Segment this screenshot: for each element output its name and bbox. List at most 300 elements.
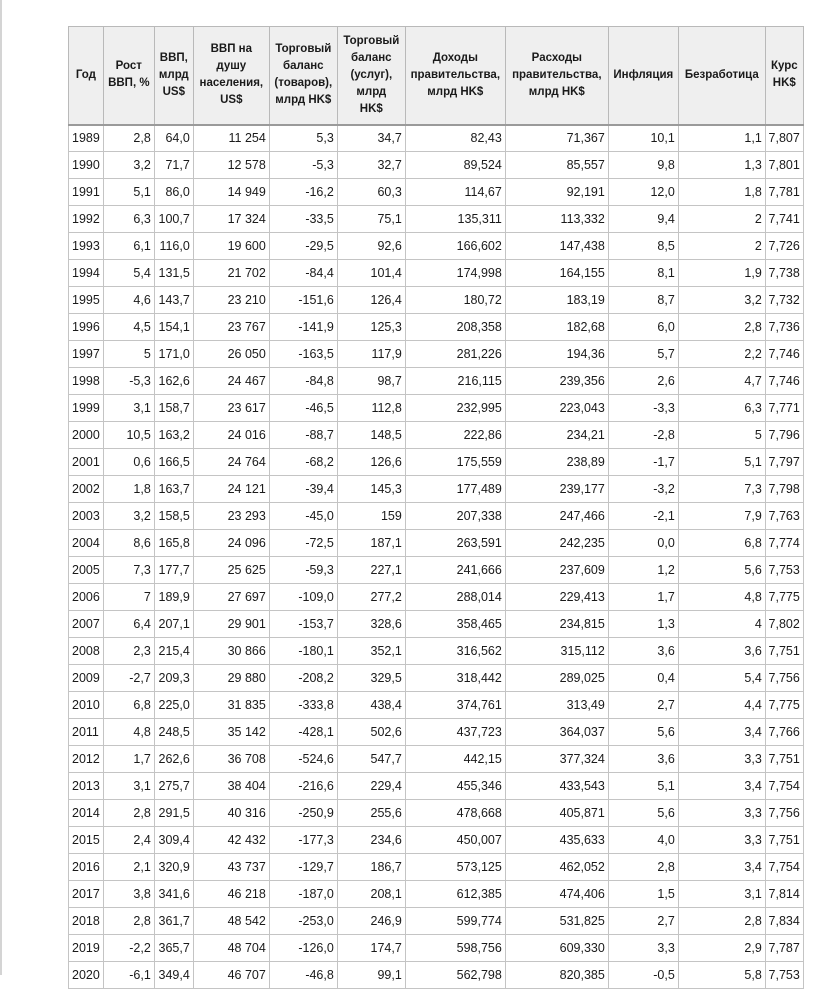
value-cell: 2,7 bbox=[608, 908, 678, 935]
value-cell: 147,438 bbox=[505, 233, 608, 260]
value-cell: 374,761 bbox=[405, 692, 505, 719]
year-cell: 2020 bbox=[69, 962, 104, 989]
value-cell: 5,3 bbox=[269, 125, 337, 152]
value-cell: 32,7 bbox=[337, 152, 405, 179]
value-cell: 1,8 bbox=[103, 476, 154, 503]
value-cell: 100,7 bbox=[154, 206, 193, 233]
value-cell: 162,6 bbox=[154, 368, 193, 395]
column-header: Инфляция bbox=[608, 27, 678, 125]
table-row bbox=[69, 692, 804, 719]
value-cell: 23 767 bbox=[193, 314, 269, 341]
year-cell: 1996 bbox=[69, 314, 104, 341]
value-cell: 7,738 bbox=[765, 260, 803, 287]
table-row bbox=[69, 746, 804, 773]
value-cell: 288,014 bbox=[405, 584, 505, 611]
year-cell: 2015 bbox=[69, 827, 104, 854]
year-cell: 1999 bbox=[69, 395, 104, 422]
value-cell: 7 bbox=[103, 584, 154, 611]
value-cell: 7,775 bbox=[765, 692, 803, 719]
value-cell: 143,7 bbox=[154, 287, 193, 314]
value-cell: 98,7 bbox=[337, 368, 405, 395]
value-cell: 3,1 bbox=[678, 881, 765, 908]
value-cell: -72,5 bbox=[269, 530, 337, 557]
value-cell: 358,465 bbox=[405, 611, 505, 638]
table-row bbox=[69, 476, 804, 503]
value-cell: -208,2 bbox=[269, 665, 337, 692]
value-cell: 164,155 bbox=[505, 260, 608, 287]
table-row bbox=[69, 395, 804, 422]
year-cell: 2010 bbox=[69, 692, 104, 719]
value-cell: 99,1 bbox=[337, 962, 405, 989]
value-cell: 12,0 bbox=[608, 179, 678, 206]
value-cell: 2 bbox=[678, 206, 765, 233]
value-cell: 3,2 bbox=[103, 152, 154, 179]
value-cell: 3,2 bbox=[678, 287, 765, 314]
table-row bbox=[69, 368, 804, 395]
value-cell: 8,7 bbox=[608, 287, 678, 314]
value-cell: 1,8 bbox=[678, 179, 765, 206]
value-cell: -5,3 bbox=[103, 368, 154, 395]
value-cell: -180,1 bbox=[269, 638, 337, 665]
value-cell: 229,413 bbox=[505, 584, 608, 611]
value-cell: 7,9 bbox=[678, 503, 765, 530]
value-cell: 241,666 bbox=[405, 557, 505, 584]
value-cell: 159 bbox=[337, 503, 405, 530]
year-cell: 2017 bbox=[69, 881, 104, 908]
value-cell: 24 764 bbox=[193, 449, 269, 476]
value-cell: 148,5 bbox=[337, 422, 405, 449]
value-cell: -68,2 bbox=[269, 449, 337, 476]
value-cell: 38 404 bbox=[193, 773, 269, 800]
column-header: Год bbox=[69, 27, 104, 125]
value-cell: 281,226 bbox=[405, 341, 505, 368]
year-cell: 2009 bbox=[69, 665, 104, 692]
value-cell: 29 880 bbox=[193, 665, 269, 692]
value-cell: 234,815 bbox=[505, 611, 608, 638]
table-row bbox=[69, 341, 804, 368]
value-cell: 85,557 bbox=[505, 152, 608, 179]
year-cell: 2019 bbox=[69, 935, 104, 962]
value-cell: 238,89 bbox=[505, 449, 608, 476]
table-row bbox=[69, 152, 804, 179]
year-cell: 2006 bbox=[69, 584, 104, 611]
year-cell: 1991 bbox=[69, 179, 104, 206]
value-cell: 175,559 bbox=[405, 449, 505, 476]
column-header: Расходы правительства, млрд HK$ bbox=[505, 27, 608, 125]
value-cell: -2,7 bbox=[103, 665, 154, 692]
value-cell: 5,1 bbox=[678, 449, 765, 476]
value-cell: 7,797 bbox=[765, 449, 803, 476]
value-cell: 3,6 bbox=[608, 638, 678, 665]
value-cell: 165,8 bbox=[154, 530, 193, 557]
value-cell: 573,125 bbox=[405, 854, 505, 881]
value-cell: 5,1 bbox=[103, 179, 154, 206]
value-cell: 3,4 bbox=[678, 854, 765, 881]
value-cell: 10,5 bbox=[103, 422, 154, 449]
value-cell: 24 016 bbox=[193, 422, 269, 449]
value-cell: 364,037 bbox=[505, 719, 608, 746]
value-cell: 114,67 bbox=[405, 179, 505, 206]
column-header: Торговый баланс (товаров), млрд HK$ bbox=[269, 27, 337, 125]
value-cell: 12 578 bbox=[193, 152, 269, 179]
value-cell: 2,8 bbox=[103, 800, 154, 827]
value-cell: 313,49 bbox=[505, 692, 608, 719]
value-cell: -3,3 bbox=[608, 395, 678, 422]
value-cell: 5,7 bbox=[608, 341, 678, 368]
value-cell: 7,751 bbox=[765, 746, 803, 773]
value-cell: 1,7 bbox=[608, 584, 678, 611]
year-cell: 2008 bbox=[69, 638, 104, 665]
year-cell: 1998 bbox=[69, 368, 104, 395]
value-cell: 4,7 bbox=[678, 368, 765, 395]
value-cell: 349,4 bbox=[154, 962, 193, 989]
value-cell: 180,72 bbox=[405, 287, 505, 314]
value-cell: 24 096 bbox=[193, 530, 269, 557]
value-cell: 2,6 bbox=[608, 368, 678, 395]
year-cell: 1993 bbox=[69, 233, 104, 260]
table-row bbox=[69, 530, 804, 557]
value-cell: 1,7 bbox=[103, 746, 154, 773]
value-cell: 7,3 bbox=[103, 557, 154, 584]
value-cell: 0,0 bbox=[608, 530, 678, 557]
value-cell: 502,6 bbox=[337, 719, 405, 746]
value-cell: 2,3 bbox=[103, 638, 154, 665]
table-row bbox=[69, 449, 804, 476]
value-cell: 24 121 bbox=[193, 476, 269, 503]
value-cell: 291,5 bbox=[154, 800, 193, 827]
value-cell: 7,726 bbox=[765, 233, 803, 260]
value-cell: 820,385 bbox=[505, 962, 608, 989]
value-cell: 7,754 bbox=[765, 773, 803, 800]
value-cell: 598,756 bbox=[405, 935, 505, 962]
value-cell: -46,5 bbox=[269, 395, 337, 422]
value-cell: 48 704 bbox=[193, 935, 269, 962]
value-cell: 2,8 bbox=[103, 125, 154, 152]
value-cell: -141,9 bbox=[269, 314, 337, 341]
value-cell: 3,6 bbox=[678, 638, 765, 665]
value-cell: 438,4 bbox=[337, 692, 405, 719]
value-cell: -5,3 bbox=[269, 152, 337, 179]
value-cell: 4,8 bbox=[103, 719, 154, 746]
value-cell: 225,0 bbox=[154, 692, 193, 719]
value-cell: 5,4 bbox=[678, 665, 765, 692]
value-cell: 182,68 bbox=[505, 314, 608, 341]
table-row bbox=[69, 611, 804, 638]
value-cell: -46,8 bbox=[269, 962, 337, 989]
value-cell: 158,7 bbox=[154, 395, 193, 422]
value-cell: 7,787 bbox=[765, 935, 803, 962]
value-cell: 131,5 bbox=[154, 260, 193, 287]
value-cell: 612,385 bbox=[405, 881, 505, 908]
value-cell: 318,442 bbox=[405, 665, 505, 692]
value-cell: 1,1 bbox=[678, 125, 765, 152]
value-cell: 215,4 bbox=[154, 638, 193, 665]
year-cell: 2002 bbox=[69, 476, 104, 503]
value-cell: 116,0 bbox=[154, 233, 193, 260]
value-cell: 352,1 bbox=[337, 638, 405, 665]
value-cell: 174,7 bbox=[337, 935, 405, 962]
value-cell: 46 707 bbox=[193, 962, 269, 989]
value-cell: 239,177 bbox=[505, 476, 608, 503]
value-cell: 29 901 bbox=[193, 611, 269, 638]
value-cell: -177,3 bbox=[269, 827, 337, 854]
value-cell: 2,4 bbox=[103, 827, 154, 854]
value-cell: 223,043 bbox=[505, 395, 608, 422]
value-cell: 194,36 bbox=[505, 341, 608, 368]
value-cell: -253,0 bbox=[269, 908, 337, 935]
value-cell: 4,5 bbox=[103, 314, 154, 341]
column-header: Курс HK$ bbox=[765, 27, 803, 125]
value-cell: 166,602 bbox=[405, 233, 505, 260]
value-cell: 8,1 bbox=[608, 260, 678, 287]
value-cell: 5,6 bbox=[608, 719, 678, 746]
value-cell: 7,751 bbox=[765, 638, 803, 665]
year-cell: 1997 bbox=[69, 341, 104, 368]
value-cell: 2,8 bbox=[678, 314, 765, 341]
year-cell: 1995 bbox=[69, 287, 104, 314]
value-cell: 189,9 bbox=[154, 584, 193, 611]
value-cell: 126,4 bbox=[337, 287, 405, 314]
table-row bbox=[69, 287, 804, 314]
year-cell: 2013 bbox=[69, 773, 104, 800]
value-cell: 60,3 bbox=[337, 179, 405, 206]
value-cell: 46 218 bbox=[193, 881, 269, 908]
value-cell: 442,15 bbox=[405, 746, 505, 773]
value-cell: 341,6 bbox=[154, 881, 193, 908]
value-cell: 4,6 bbox=[103, 287, 154, 314]
value-cell: 7,736 bbox=[765, 314, 803, 341]
value-cell: 3,3 bbox=[678, 746, 765, 773]
year-cell: 2004 bbox=[69, 530, 104, 557]
value-cell: 229,4 bbox=[337, 773, 405, 800]
value-cell: 7,802 bbox=[765, 611, 803, 638]
value-cell: 242,235 bbox=[505, 530, 608, 557]
column-header: Рост ВВП, % bbox=[103, 27, 154, 125]
value-cell: 455,346 bbox=[405, 773, 505, 800]
value-cell: 562,798 bbox=[405, 962, 505, 989]
value-cell: -250,9 bbox=[269, 800, 337, 827]
column-header: Доходы правительства, млрд HK$ bbox=[405, 27, 505, 125]
table-row bbox=[69, 179, 804, 206]
value-cell: -2,8 bbox=[608, 422, 678, 449]
year-cell: 2014 bbox=[69, 800, 104, 827]
value-cell: 3,4 bbox=[678, 719, 765, 746]
value-cell: 7,763 bbox=[765, 503, 803, 530]
table-row bbox=[69, 422, 804, 449]
value-cell: 92,191 bbox=[505, 179, 608, 206]
value-cell: -333,8 bbox=[269, 692, 337, 719]
value-cell: 23 617 bbox=[193, 395, 269, 422]
value-cell: 42 432 bbox=[193, 827, 269, 854]
value-cell: 289,025 bbox=[505, 665, 608, 692]
value-cell: 5,6 bbox=[608, 800, 678, 827]
value-cell: 262,6 bbox=[154, 746, 193, 773]
value-cell: 263,591 bbox=[405, 530, 505, 557]
value-cell: 1,2 bbox=[608, 557, 678, 584]
value-cell: 10,1 bbox=[608, 125, 678, 152]
value-cell: -524,6 bbox=[269, 746, 337, 773]
value-cell: -163,5 bbox=[269, 341, 337, 368]
value-cell: 23 210 bbox=[193, 287, 269, 314]
value-cell: -428,1 bbox=[269, 719, 337, 746]
value-cell: 609,330 bbox=[505, 935, 608, 962]
value-cell: 71,367 bbox=[505, 125, 608, 152]
value-cell: 3,4 bbox=[678, 773, 765, 800]
value-cell: 158,5 bbox=[154, 503, 193, 530]
value-cell: 7,798 bbox=[765, 476, 803, 503]
value-cell: 248,5 bbox=[154, 719, 193, 746]
column-header: Торговый баланс (услуг), млрд HK$ bbox=[337, 27, 405, 125]
value-cell: 19 600 bbox=[193, 233, 269, 260]
value-cell: 478,668 bbox=[405, 800, 505, 827]
value-cell: 8,5 bbox=[608, 233, 678, 260]
value-cell: 275,7 bbox=[154, 773, 193, 800]
value-cell: 36 708 bbox=[193, 746, 269, 773]
value-cell: 227,1 bbox=[337, 557, 405, 584]
value-cell: 208,1 bbox=[337, 881, 405, 908]
table-row bbox=[69, 908, 804, 935]
value-cell: 125,3 bbox=[337, 314, 405, 341]
value-cell: 0,6 bbox=[103, 449, 154, 476]
value-cell: 216,115 bbox=[405, 368, 505, 395]
value-cell: 71,7 bbox=[154, 152, 193, 179]
value-cell: 145,3 bbox=[337, 476, 405, 503]
year-cell: 2018 bbox=[69, 908, 104, 935]
value-cell: 89,524 bbox=[405, 152, 505, 179]
value-cell: 7,741 bbox=[765, 206, 803, 233]
value-cell: 101,4 bbox=[337, 260, 405, 287]
value-cell: 7,754 bbox=[765, 854, 803, 881]
value-cell: 40 316 bbox=[193, 800, 269, 827]
value-cell: 35 142 bbox=[193, 719, 269, 746]
value-cell: 207,338 bbox=[405, 503, 505, 530]
value-cell: 1,9 bbox=[678, 260, 765, 287]
value-cell: -84,8 bbox=[269, 368, 337, 395]
value-cell: -109,0 bbox=[269, 584, 337, 611]
value-cell: -187,0 bbox=[269, 881, 337, 908]
table-row bbox=[69, 233, 804, 260]
value-cell: 7,732 bbox=[765, 287, 803, 314]
value-cell: -88,7 bbox=[269, 422, 337, 449]
value-cell: 4,8 bbox=[678, 584, 765, 611]
value-cell: 4,0 bbox=[608, 827, 678, 854]
value-cell: -6,1 bbox=[103, 962, 154, 989]
value-cell: 183,19 bbox=[505, 287, 608, 314]
table-row bbox=[69, 773, 804, 800]
year-cell: 2003 bbox=[69, 503, 104, 530]
value-cell: 6,0 bbox=[608, 314, 678, 341]
table-body bbox=[69, 125, 804, 989]
value-cell: 234,6 bbox=[337, 827, 405, 854]
value-cell: 599,774 bbox=[405, 908, 505, 935]
value-cell: 7,756 bbox=[765, 665, 803, 692]
table-row bbox=[69, 935, 804, 962]
value-cell: 17 324 bbox=[193, 206, 269, 233]
value-cell: 7,746 bbox=[765, 368, 803, 395]
value-cell: 187,1 bbox=[337, 530, 405, 557]
value-cell: 7,746 bbox=[765, 341, 803, 368]
value-cell: 177,489 bbox=[405, 476, 505, 503]
value-cell: -0,5 bbox=[608, 962, 678, 989]
value-cell: -126,0 bbox=[269, 935, 337, 962]
value-cell: 186,7 bbox=[337, 854, 405, 881]
value-cell: -3,2 bbox=[608, 476, 678, 503]
value-cell: 2 bbox=[678, 233, 765, 260]
value-cell: -2,2 bbox=[103, 935, 154, 962]
value-cell: 329,5 bbox=[337, 665, 405, 692]
value-cell: 5 bbox=[678, 422, 765, 449]
value-cell: -29,5 bbox=[269, 233, 337, 260]
year-cell: 1994 bbox=[69, 260, 104, 287]
value-cell: 6,8 bbox=[678, 530, 765, 557]
value-cell: 5 bbox=[103, 341, 154, 368]
value-cell: 6,8 bbox=[103, 692, 154, 719]
value-cell: 247,466 bbox=[505, 503, 608, 530]
value-cell: 1,3 bbox=[608, 611, 678, 638]
value-cell: 0,4 bbox=[608, 665, 678, 692]
value-cell: 82,43 bbox=[405, 125, 505, 152]
value-cell: 112,8 bbox=[337, 395, 405, 422]
value-cell: 3,3 bbox=[678, 800, 765, 827]
value-cell: 2,7 bbox=[608, 692, 678, 719]
value-cell: 25 625 bbox=[193, 557, 269, 584]
economic-indicators-table bbox=[68, 26, 804, 989]
table-row bbox=[69, 314, 804, 341]
column-header: Безработица bbox=[678, 27, 765, 125]
value-cell: 26 050 bbox=[193, 341, 269, 368]
value-cell: 5,6 bbox=[678, 557, 765, 584]
value-cell: 2,9 bbox=[678, 935, 765, 962]
year-cell: 1990 bbox=[69, 152, 104, 179]
table-row bbox=[69, 665, 804, 692]
value-cell: -33,5 bbox=[269, 206, 337, 233]
value-cell: 5,1 bbox=[608, 773, 678, 800]
value-cell: 86,0 bbox=[154, 179, 193, 206]
year-cell: 2007 bbox=[69, 611, 104, 638]
value-cell: 2,2 bbox=[678, 341, 765, 368]
value-cell: 234,21 bbox=[505, 422, 608, 449]
value-cell: -129,7 bbox=[269, 854, 337, 881]
value-cell: -216,6 bbox=[269, 773, 337, 800]
value-cell: 7,756 bbox=[765, 800, 803, 827]
value-cell: 7,771 bbox=[765, 395, 803, 422]
value-cell: 2,1 bbox=[103, 854, 154, 881]
value-cell: 174,998 bbox=[405, 260, 505, 287]
value-cell: 7,834 bbox=[765, 908, 803, 935]
table-row bbox=[69, 881, 804, 908]
value-cell: 30 866 bbox=[193, 638, 269, 665]
value-cell: 75,1 bbox=[337, 206, 405, 233]
value-cell: 2,8 bbox=[608, 854, 678, 881]
value-cell: 239,356 bbox=[505, 368, 608, 395]
value-cell: 3,3 bbox=[608, 935, 678, 962]
value-cell: 547,7 bbox=[337, 746, 405, 773]
value-cell: 2,8 bbox=[103, 908, 154, 935]
value-cell: 209,3 bbox=[154, 665, 193, 692]
table-row bbox=[69, 125, 804, 152]
value-cell: 11 254 bbox=[193, 125, 269, 152]
value-cell: 7,807 bbox=[765, 125, 803, 152]
value-cell: 171,0 bbox=[154, 341, 193, 368]
value-cell: 135,311 bbox=[405, 206, 505, 233]
table-header bbox=[69, 27, 804, 125]
year-cell: 2012 bbox=[69, 746, 104, 773]
value-cell: 6,4 bbox=[103, 611, 154, 638]
value-cell: 3,8 bbox=[103, 881, 154, 908]
value-cell: 92,6 bbox=[337, 233, 405, 260]
value-cell: 7,753 bbox=[765, 962, 803, 989]
table-row bbox=[69, 206, 804, 233]
